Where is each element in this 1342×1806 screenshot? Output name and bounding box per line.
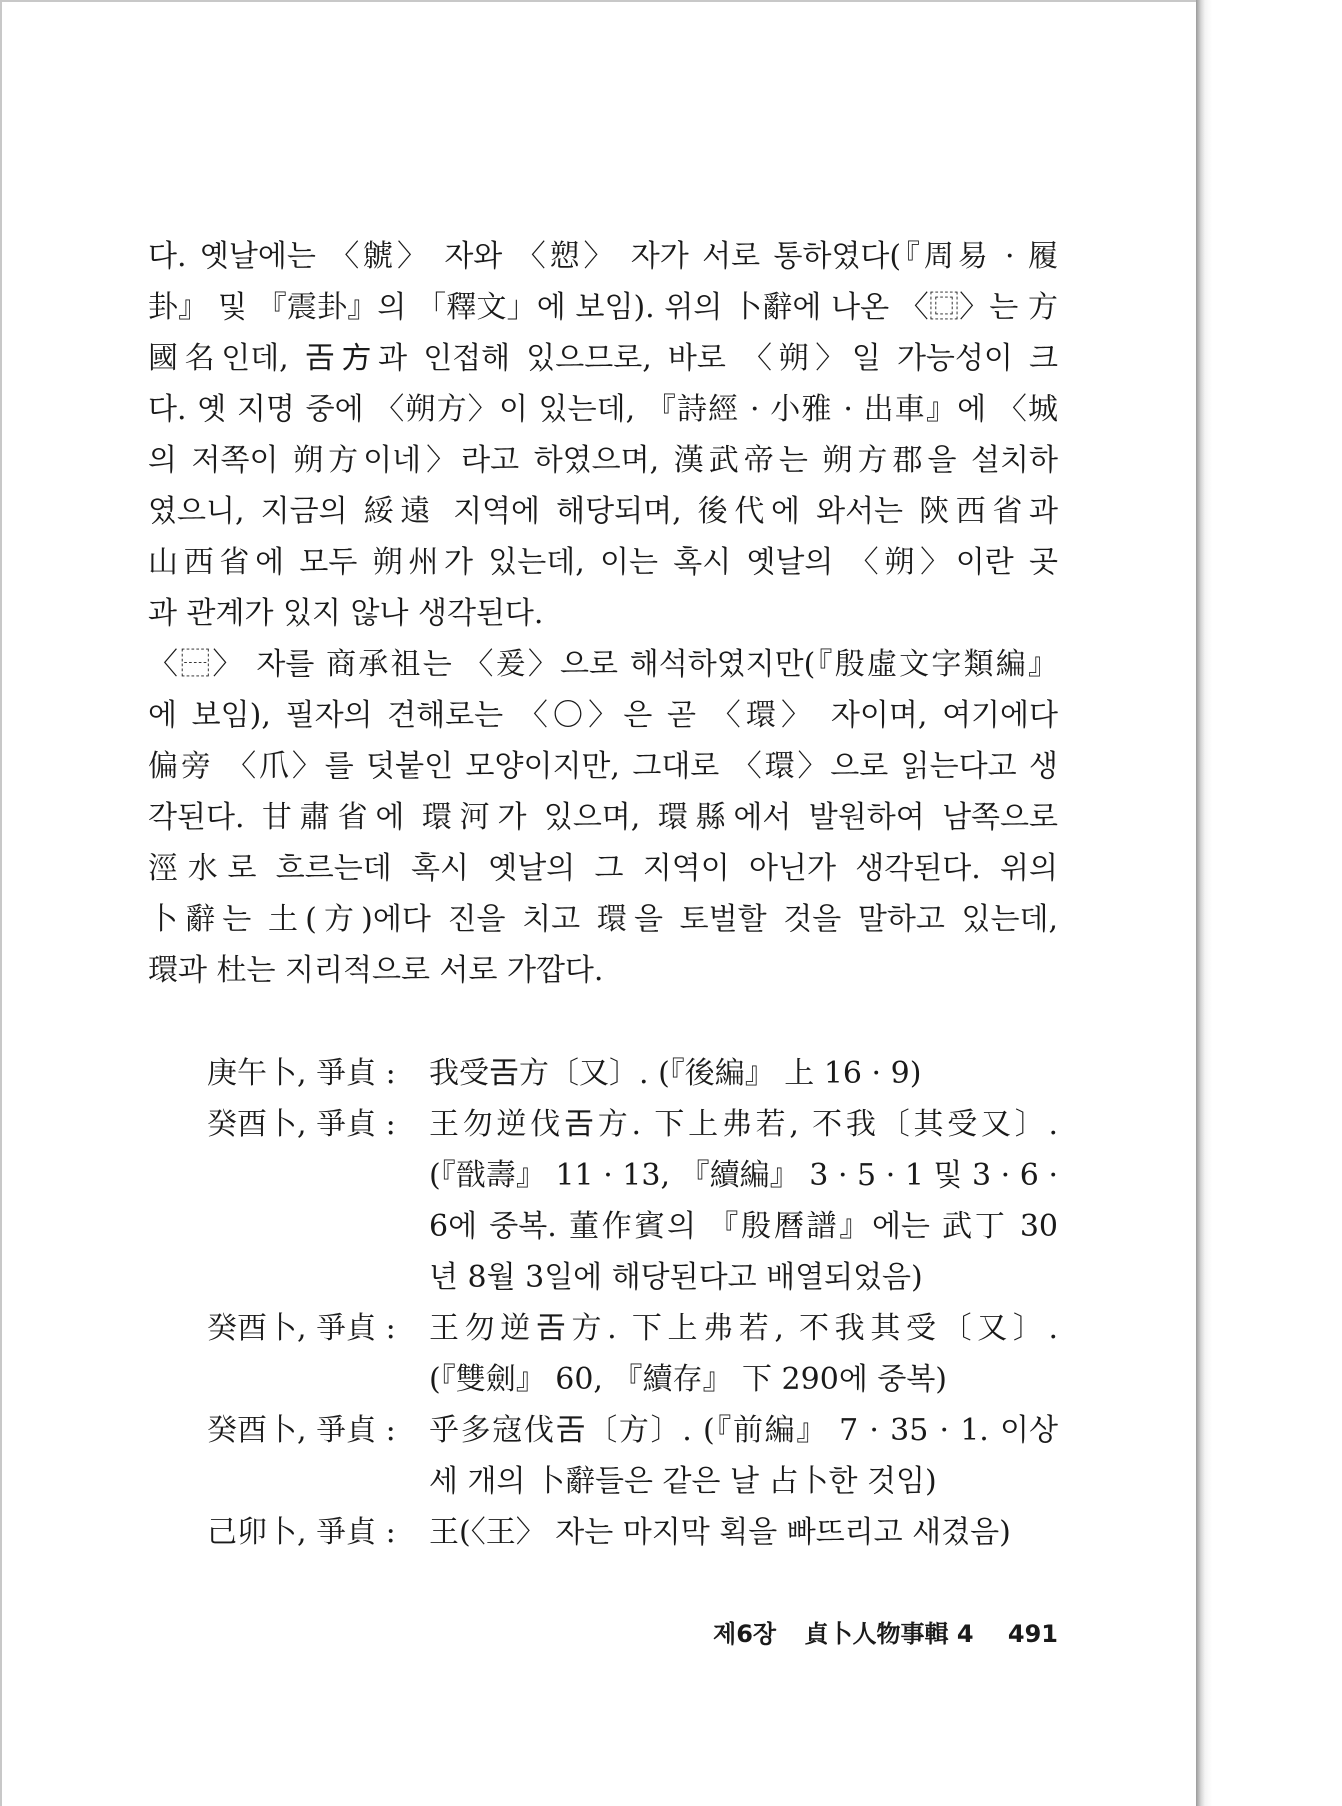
text-line: 環과 杜는 지리적으로 서로 가깝다. — [148, 953, 604, 988]
inscription-label: 己卯卜, 爭貞 : — [207, 1515, 396, 1550]
text-line: 卦』 및 『震卦』의 「釋文」에 보임). 위의 卜辭에 나온 〈⿴〉는 方 — [148, 290, 1058, 325]
inscription-text: 乎多寇伐𢀛〔方〕. (『前編』 7 · 35 · 1. 이상 — [429, 1413, 1058, 1448]
inscription-line — [207, 1354, 1058, 1405]
chapter-title: 貞卜人物事輯 4 — [804, 1620, 974, 1648]
inscription-label — [207, 1456, 429, 1507]
text-line: 과 관계가 있지 않나 생각된다. — [148, 596, 544, 631]
inscription-line — [207, 1252, 1058, 1303]
inscription-text: (『雙劍』 60, 『續存』 下 290에 중복) — [429, 1362, 947, 1397]
inscription-label — [207, 1252, 429, 1303]
inscription-text: 년 8월 3일에 해당된다고 배열되었음) — [429, 1260, 923, 1295]
inscription-line — [207, 1099, 1058, 1150]
inscription-line — [207, 1405, 1058, 1456]
text-line: 각된다. 甘肅省에 環河가 있으며, 環縣에서 발원하여 남쪽으로 — [148, 800, 1058, 835]
text-line: 의 저쪽이 朔方이네〉라고 하였으며, 漢武帝는 朔方郡을 설치하 — [148, 443, 1058, 478]
inscription-label: 庚午卜, 爭貞 : — [207, 1056, 396, 1091]
paragraph-1 — [148, 231, 1058, 639]
text-line: 涇水로 흐르는데 혹시 옛날의 그 지역이 아닌가 생각된다. 위의 — [148, 851, 1058, 886]
page-edge-shadow — [1196, 0, 1212, 1806]
text-line: 다. 옛날에는 〈虩〉 자와 〈愬〉 자가 서로 통하였다(『周易 · 履 — [148, 239, 1058, 274]
inscription-text: 我受𢀛方〔又〕. (『後編』 上 16 · 9) — [429, 1056, 922, 1091]
inscription-line — [207, 1507, 1058, 1558]
inscription-text: 王(〈王〉 자는 마지막 획을 빠뜨리고 새겼음) — [429, 1515, 1011, 1550]
inscription-line — [207, 1048, 1058, 1099]
inscription-text: 6에 중복. 董作賓의 『殷曆譜』에는 武丁 30 — [429, 1209, 1058, 1244]
inscription-text: 세 개의 卜辭들은 같은 날 占卜한 것임) — [429, 1464, 937, 1499]
inscription-line — [207, 1201, 1058, 1252]
paragraph-2 — [148, 639, 1058, 996]
text-line: 卜辭는 土(方)에다 진을 치고 環을 토벌할 것을 말하고 있는데, — [148, 902, 1058, 937]
inscription-list — [207, 1048, 1058, 1558]
text-line: 偏旁 〈爪〉를 덧붙인 모양이지만, 그대로 〈環〉으로 읽는다고 생 — [148, 749, 1058, 784]
inscription-line — [207, 1303, 1058, 1354]
page-footer — [602, 1617, 1058, 1651]
inscription-label: 癸酉卜, 爭貞 : — [207, 1311, 396, 1346]
page-number: 491 — [1007, 1620, 1058, 1648]
inscription-label: 癸酉卜, 爭貞 : — [207, 1413, 396, 1448]
inscription-label: 癸酉卜, 爭貞 : — [207, 1107, 396, 1142]
text-line: 山西省에 모두 朔州가 있는데, 이는 혹시 옛날의 〈朔〉이란 곳 — [148, 545, 1058, 580]
inscription-label — [207, 1354, 429, 1405]
text-line: 였으니, 지금의 綏遠 지역에 해당되며, 後代에 와서는 陝西省과 — [148, 494, 1058, 529]
text-line: 國名인데, 𢀛方과 인접해 있으므로, 바로 〈朔〉일 가능성이 크 — [148, 341, 1058, 376]
chapter-label: 제6장 — [713, 1620, 777, 1648]
inscription-label — [207, 1150, 429, 1201]
text-line: 〈⿱〉 자를 商承祖는 〈爰〉으로 해석하였지만(『殷虛文字類編』 — [148, 647, 1058, 682]
inscription-text: (『戩壽』 11 · 13, 『續編』 3 · 5 · 1 및 3 · 6 · — [429, 1158, 1058, 1193]
inscription-text: 王勿逆伐𢀛方. 下上弗若, 不我〔其受又〕. — [429, 1107, 1058, 1142]
text-line: 에 보임), 필자의 견해로는 〈〇〉은 곧 〈環〉 자이며, 여기에다 — [148, 698, 1058, 733]
inscription-line — [207, 1456, 1058, 1507]
inscription-text: 王勿逆𢀛方. 下上弗若, 不我其受〔又〕. — [429, 1311, 1058, 1346]
inscription-line — [207, 1150, 1058, 1201]
inscription-label — [207, 1201, 429, 1252]
text-line: 다. 옛 지명 중에 〈朔方〉이 있는데, 『詩經 · 小雅 · 出車』에 〈城 — [148, 392, 1058, 427]
